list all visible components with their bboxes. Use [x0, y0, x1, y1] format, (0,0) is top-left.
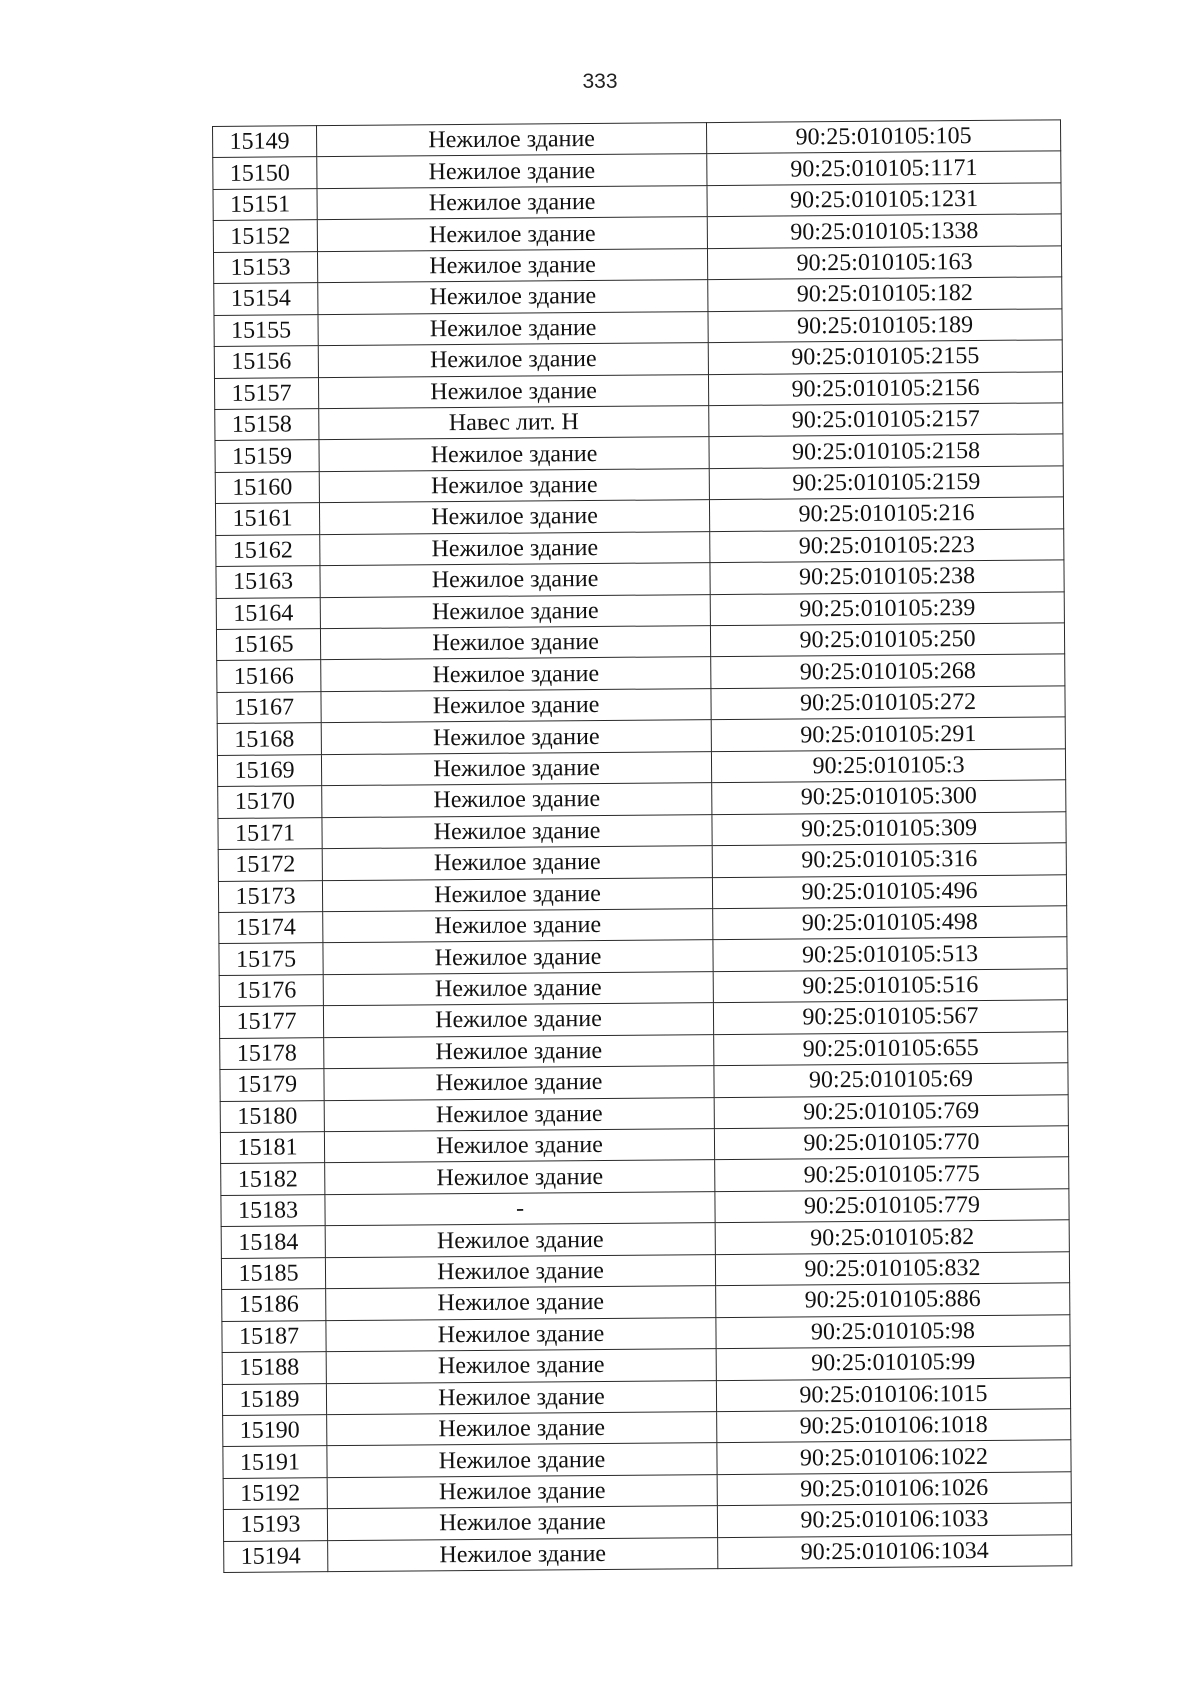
row-number-cell: 15150: [213, 157, 317, 189]
row-number-cell: 15171: [218, 817, 322, 849]
row-number-cell: 15174: [219, 912, 323, 944]
cadastral-number-cell: 90:25:010105:99: [716, 1346, 1070, 1380]
table-row: [224, 1534, 1072, 1572]
cadastral-number-cell: 90:25:010105:775: [715, 1157, 1069, 1191]
row-number-cell: 15187: [222, 1320, 326, 1352]
object-name-cell: Нежилое здание: [322, 846, 712, 880]
cadastral-number-cell: 90:25:010105:2157: [709, 403, 1063, 437]
cadastral-number-cell: 90:25:010106:1026: [717, 1472, 1071, 1506]
object-name-cell: -: [325, 1191, 715, 1225]
row-number-cell: 15151: [213, 189, 317, 221]
cadastral-number-cell: 90:25:010105:182: [708, 277, 1062, 311]
object-name-cell: Нежилое здание: [324, 1066, 714, 1100]
object-name-cell: Нежилое здание: [319, 500, 709, 534]
cadastral-number-cell: 90:25:010105:82: [715, 1220, 1069, 1254]
cadastral-number-cell: 90:25:010105:1231: [707, 183, 1061, 217]
cadastral-number-cell: 90:25:010105:223: [710, 529, 1064, 563]
row-number-cell: 15181: [220, 1132, 324, 1164]
row-number-cell: 15180: [220, 1100, 324, 1132]
object-name-cell: Нежилое здание: [320, 563, 710, 597]
row-number-cell: 15161: [215, 503, 319, 535]
object-name-cell: Нежилое здание: [323, 940, 713, 974]
row-number-cell: 15178: [220, 1037, 324, 1069]
object-name-cell: Нежилое здание: [317, 185, 707, 219]
object-name-cell: Нежилое здание: [323, 971, 713, 1005]
object-name-cell: Нежилое здание: [321, 657, 711, 691]
object-name-cell: Нежилое здание: [327, 1412, 717, 1446]
object-name-cell: Нежилое здание: [326, 1286, 716, 1320]
cadastral-number-cell: 90:25:010105:516: [713, 969, 1067, 1003]
row-number-cell: 15170: [218, 786, 322, 818]
row-number-cell: 15153: [213, 251, 317, 283]
row-number-cell: 15192: [223, 1477, 327, 1509]
row-number-cell: 15186: [222, 1289, 326, 1321]
object-name-cell: Нежилое здание: [322, 877, 712, 911]
row-number-cell: 15164: [216, 597, 320, 629]
object-name-cell: Нежилое здание: [317, 154, 707, 188]
object-name-cell: Нежилое здание: [322, 814, 712, 848]
row-number-cell: 15167: [217, 692, 321, 724]
cadastral-number-cell: 90:25:010105:291: [711, 717, 1065, 751]
cadastral-number-cell: 90:25:010105:268: [711, 654, 1065, 688]
row-number-cell: 15191: [223, 1446, 327, 1478]
cadastral-number-cell: 90:25:010105:300: [712, 780, 1066, 814]
row-number-cell: 15179: [220, 1069, 324, 1101]
cadastral-number-cell: 90:25:010106:1022: [717, 1440, 1071, 1474]
cadastral-number-cell: 90:25:010105:69: [714, 1063, 1068, 1097]
cadastral-number-cell: 90:25:010105:163: [707, 246, 1061, 280]
cadastral-number-cell: 90:25:010106:1018: [717, 1409, 1071, 1443]
cadastral-number-cell: 90:25:010105:309: [712, 811, 1066, 845]
object-name-cell: Нежилое здание: [318, 374, 708, 408]
object-name-cell: Нежилое здание: [324, 1129, 714, 1163]
object-name-cell: Нежилое здание: [322, 783, 712, 817]
row-number-cell: 15190: [223, 1415, 327, 1447]
row-number-cell: 15172: [218, 849, 322, 881]
cadastral-number-cell: 90:25:010105:105: [706, 120, 1060, 154]
cadastral-number-cell: 90:25:010105:498: [713, 906, 1067, 940]
row-number-cell: 15154: [214, 283, 318, 315]
row-number-cell: 15182: [221, 1163, 325, 1195]
object-name-cell: Нежилое здание: [326, 1380, 716, 1414]
cadastral-number-cell: 90:25:010105:655: [714, 1031, 1068, 1065]
object-name-cell: Нежилое здание: [318, 280, 708, 314]
object-name-cell: Нежилое здание: [321, 751, 711, 785]
row-number-cell: 15177: [219, 1006, 323, 1038]
object-name-cell: Нежилое здание: [317, 248, 707, 282]
object-name-cell: Нежилое здание: [327, 1506, 717, 1540]
object-name-cell: Нежилое здание: [321, 720, 711, 754]
row-number-cell: 15165: [216, 629, 320, 661]
row-number-cell: 15194: [224, 1540, 328, 1572]
row-number-cell: 15169: [217, 754, 321, 786]
cadastral-number-cell: 90:25:010105:1171: [707, 151, 1061, 185]
object-name-cell: Нежилое здание: [318, 311, 708, 345]
row-number-cell: 15157: [214, 377, 318, 409]
row-number-cell: 15149: [213, 126, 317, 158]
cadastral-number-cell: 90:25:010106:1034: [718, 1534, 1072, 1568]
object-name-cell: Нежилое здание: [318, 343, 708, 377]
cadastral-number-cell: 90:25:010105:2159: [709, 466, 1063, 500]
row-number-cell: 15162: [216, 534, 320, 566]
cadastral-number-cell: 90:25:010105:769: [714, 1094, 1068, 1128]
cadastral-number-cell: 90:25:010105:316: [712, 843, 1066, 877]
row-number-cell: 15173: [218, 880, 322, 912]
row-number-cell: 15184: [221, 1226, 325, 1258]
row-number-cell: 15163: [216, 566, 320, 598]
cadastral-number-cell: 90:25:010106:1033: [717, 1503, 1071, 1537]
object-name-cell: Нежилое здание: [325, 1160, 715, 1194]
object-name-cell: Нежилое здание: [321, 688, 711, 722]
cadastral-number-cell: 90:25:010105:98: [716, 1314, 1070, 1348]
object-name-cell: Нежилое здание: [319, 468, 709, 502]
cadastral-number-cell: 90:25:010105:272: [711, 686, 1065, 720]
row-number-cell: 15185: [221, 1257, 325, 1289]
object-name-cell: Нежилое здание: [324, 1034, 714, 1068]
object-name-cell: Нежилое здание: [317, 123, 707, 157]
cadastral-number-cell: 90:25:010105:513: [713, 937, 1067, 971]
object-name-cell: Нежилое здание: [320, 594, 710, 628]
object-name-cell: Нежилое здание: [323, 909, 713, 943]
cadastral-number-cell: 90:25:010105:2158: [709, 434, 1063, 468]
registry-body: [213, 120, 1072, 1573]
cadastral-number-cell: 90:25:010105:779: [715, 1189, 1069, 1223]
object-name-cell: Нежилое здание: [325, 1254, 715, 1288]
object-name-cell: Навес лит. Н: [319, 406, 709, 440]
object-name-cell: Нежилое здание: [317, 217, 707, 251]
row-number-cell: 15166: [217, 660, 321, 692]
object-name-cell: Нежилое здание: [326, 1349, 716, 1383]
row-number-cell: 15193: [223, 1509, 327, 1541]
row-number-cell: 15155: [214, 314, 318, 346]
row-number-cell: 15188: [222, 1352, 326, 1384]
row-number-cell: 15156: [214, 346, 318, 378]
cadastral-number-cell: 90:25:010106:1015: [716, 1377, 1070, 1411]
object-name-cell: Нежилое здание: [320, 531, 710, 565]
cadastral-number-cell: 90:25:010105:886: [716, 1283, 1070, 1317]
row-number-cell: 15176: [219, 974, 323, 1006]
object-name-cell: Нежилое здание: [327, 1474, 717, 1508]
cadastral-number-cell: 90:25:010105:189: [708, 308, 1062, 342]
cadastral-number-cell: 90:25:010105:496: [712, 874, 1066, 908]
object-name-cell: Нежилое здание: [325, 1223, 715, 1257]
row-number-cell: 15159: [215, 440, 319, 472]
cadastral-number-cell: 90:25:010105:238: [710, 560, 1064, 594]
row-number-cell: 15189: [222, 1383, 326, 1415]
row-number-cell: 15158: [215, 409, 319, 441]
cadastral-number-cell: 90:25:010105:216: [709, 497, 1063, 531]
cadastral-number-cell: 90:25:010105:770: [714, 1126, 1068, 1160]
object-name-cell: Нежилое здание: [319, 437, 709, 471]
cadastral-number-cell: 90:25:010105:2156: [708, 371, 1062, 405]
cadastral-number-cell: 90:25:010105:1338: [707, 214, 1061, 248]
row-number-cell: 15152: [213, 220, 317, 252]
object-name-cell: Нежилое здание: [327, 1443, 717, 1477]
cadastral-number-cell: 90:25:010105:239: [710, 591, 1064, 625]
object-name-cell: Нежилое здание: [320, 626, 710, 660]
cadastral-number-cell: 90:25:010105:2155: [708, 340, 1062, 374]
registry-table: [212, 119, 1072, 1573]
cadastral-number-cell: 90:25:010105:567: [713, 1000, 1067, 1034]
cadastral-number-cell: 90:25:010105:250: [710, 623, 1064, 657]
cadastral-number-cell: 90:25:010105:832: [715, 1252, 1069, 1286]
row-number-cell: 15160: [215, 471, 319, 503]
page-number: 333: [582, 70, 618, 93]
object-name-cell: Нежилое здание: [323, 1003, 713, 1037]
row-number-cell: 15183: [221, 1195, 325, 1227]
object-name-cell: Нежилое здание: [326, 1317, 716, 1351]
object-name-cell: Нежилое здание: [324, 1097, 714, 1131]
row-number-cell: 15168: [217, 723, 321, 755]
row-number-cell: 15175: [219, 943, 323, 975]
object-name-cell: Нежилое здание: [328, 1537, 718, 1571]
cadastral-number-cell: 90:25:010105:3: [711, 749, 1065, 783]
